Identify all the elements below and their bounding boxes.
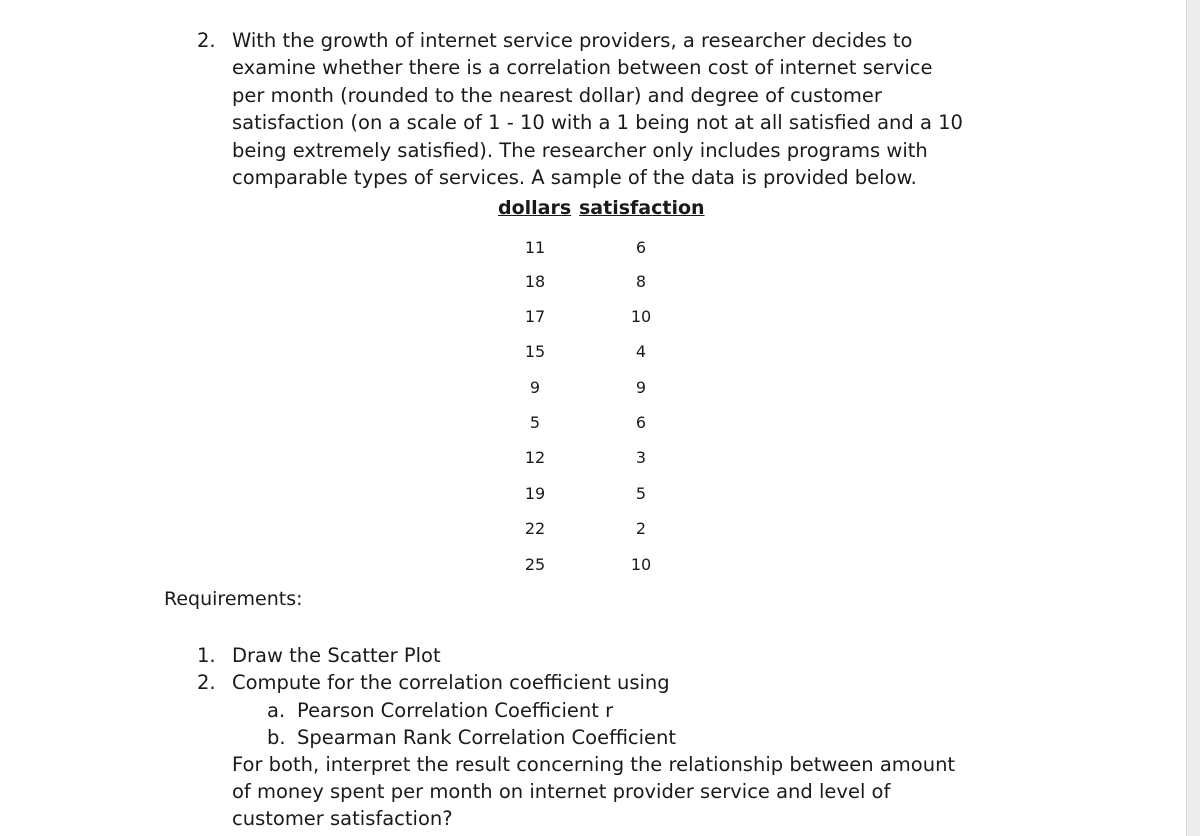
cell-dollars: 9 <box>529 378 541 397</box>
cell-dollars: 12 <box>524 448 546 467</box>
list-number: 2. <box>197 671 216 694</box>
cell-satisfaction: 6 <box>635 238 647 257</box>
sub-list-text: Spearman Rank Correlation Coefficient <box>297 726 677 749</box>
sub-list-letter: a. <box>267 699 286 722</box>
requirements-heading: Requirements: <box>164 588 303 610</box>
table-row <box>0 238 800 274</box>
cell-dollars: 19 <box>524 484 546 503</box>
problem-line: examine whether there is a correlation between cost of internet service <box>232 56 933 80</box>
problem-text <box>232 27 1052 191</box>
cell-satisfaction: 4 <box>635 342 647 361</box>
cell-dollars: 11 <box>524 238 546 257</box>
cell-dollars: 15 <box>524 342 546 361</box>
column-header-satisfaction: satisfaction <box>579 197 705 219</box>
problem-line: With the growth of internet service providers, a researcher decides to <box>232 29 913 52</box>
cell-dollars: 25 <box>524 555 546 574</box>
table-row <box>0 342 800 378</box>
problem-line: being extremely satisfied). The researcher only includes programs with <box>232 138 928 162</box>
list-text: Compute for the correlation coefficient using <box>232 671 670 694</box>
list-number: 1. <box>197 644 216 667</box>
cell-satisfaction: 3 <box>635 448 647 467</box>
problem-line: comparable types of services. A sample of the data is provided below. <box>232 166 917 190</box>
table-row <box>0 307 800 343</box>
table-row <box>0 484 800 520</box>
cell-satisfaction: 2 <box>635 519 647 538</box>
cell-satisfaction: 5 <box>635 484 647 503</box>
cell-satisfaction: 8 <box>635 272 647 291</box>
page-edge <box>1186 0 1200 836</box>
problem-number: 2. <box>197 29 216 52</box>
list-text: Draw the Scatter Plot <box>232 644 441 667</box>
cell-satisfaction: 9 <box>635 378 647 397</box>
cell-dollars: 22 <box>524 519 546 538</box>
instruction-line: For both, interpret the result concerning the relationship between amount <box>232 753 956 776</box>
cell-dollars: 18 <box>524 272 546 291</box>
sub-list-text: Pearson Correlation Coefficient r <box>297 699 614 722</box>
problem-line: satisfaction (on a scale of 1 - 10 with a 1 being not at all satisfied and a 10 <box>232 111 963 135</box>
sub-list-letter: b. <box>267 726 286 749</box>
cell-dollars: 17 <box>524 307 546 326</box>
table-row <box>0 413 800 449</box>
cell-satisfaction: 10 <box>630 555 652 574</box>
table-row <box>0 448 800 484</box>
instruction-line: customer satisfaction? <box>232 807 453 830</box>
cell-satisfaction: 6 <box>635 413 647 432</box>
table-row <box>0 519 800 555</box>
column-header-dollars: dollars <box>498 197 572 219</box>
cell-dollars: 5 <box>529 413 541 432</box>
interpretation-instruction <box>232 751 1052 832</box>
table-row <box>0 272 800 308</box>
table-row <box>0 555 800 591</box>
table-row <box>0 378 800 414</box>
cell-satisfaction: 10 <box>630 307 652 326</box>
problem-line: per month (rounded to the nearest dollar) and degree of customer <box>232 83 882 107</box>
instruction-line: of money spent per month on internet provider service and level of <box>232 780 891 803</box>
